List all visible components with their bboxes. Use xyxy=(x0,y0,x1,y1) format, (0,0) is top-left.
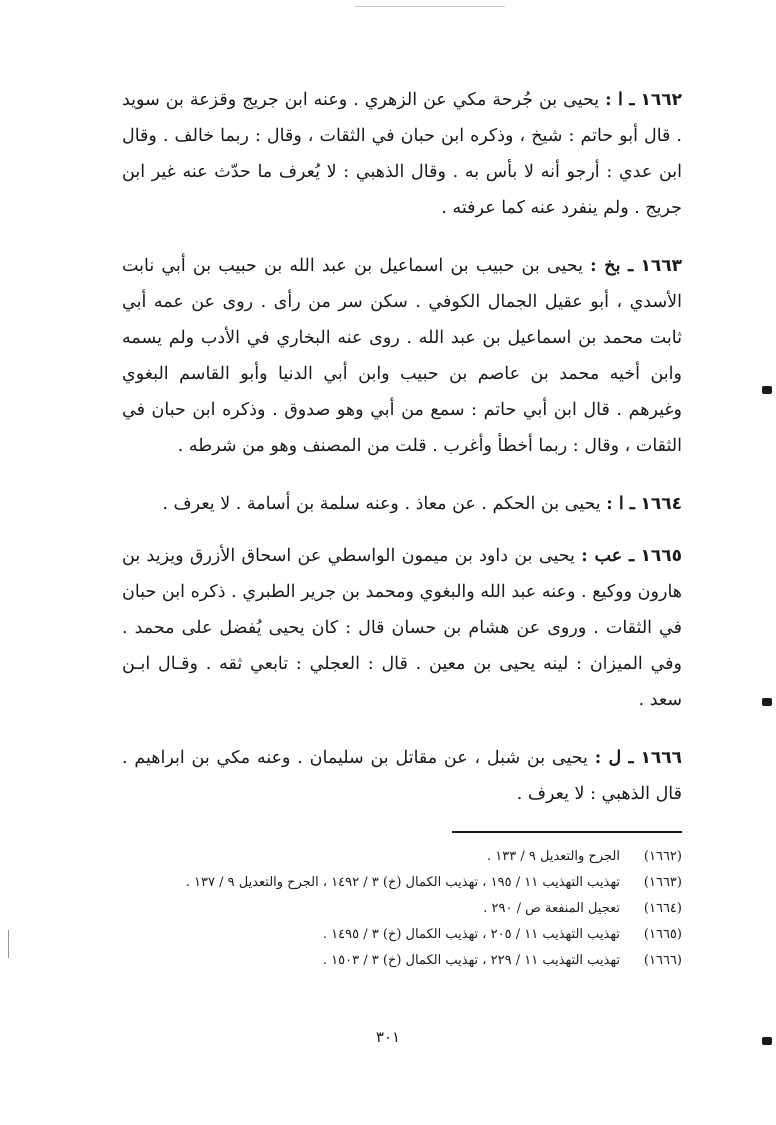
entry-1665 xyxy=(122,538,682,718)
footnote-item xyxy=(122,870,682,896)
entry-symbol: ـ بخ : xyxy=(590,256,634,276)
footnote-text: تعجيل المنفعة ص / ٢٩٠ . xyxy=(483,901,620,916)
footnote-separator xyxy=(452,831,682,833)
footnote-ref: (١٦٦٣) xyxy=(643,875,682,890)
entry-1662 xyxy=(122,82,682,226)
entry-text: يحيى بن الحكم . عن معاذ . وعنه سلمة بن أسامة . لا يعرف . xyxy=(162,494,601,514)
footnote-ref: (١٦٦٥) xyxy=(643,927,682,942)
entry-number: ١٦٦٤ xyxy=(640,494,682,514)
top-rule xyxy=(355,6,505,7)
entry-number: ١٦٦٢ xyxy=(640,90,682,110)
entry-text: يحيى بن داود بن ميمون الواسطي عن اسحاق الأزرق ويزيد بن هارون ووكيع . وعنه عبد الله والبغوي ومحمد بن جرير الطبري . ذكره ابن حبان في الثقات . وروى عن هشام بن حسان قال : كان يحيى يُفضل على محمد . وفي الميزان : لينه يحيى بن معين . قال : العجلي : تابعي ثقه . وقـال ابـن سعد . xyxy=(122,546,682,710)
footnote-item xyxy=(122,922,682,948)
footnote-item xyxy=(122,948,682,974)
footnote-text: الجرح والتعديل ٩ / ١٣٣ . xyxy=(487,849,620,864)
entry-symbol: ـ ا : xyxy=(606,494,635,514)
margin-marker xyxy=(762,698,772,706)
entry-number: ١٦٦٦ xyxy=(640,748,682,768)
margin-marker xyxy=(762,1037,772,1045)
entry-number: ١٦٦٣ xyxy=(640,256,682,276)
footnote-ref: (١٦٦٢) xyxy=(643,849,682,864)
entry-1666 xyxy=(122,740,682,812)
footnote-item xyxy=(122,896,682,922)
entry-symbol: ـ ا : xyxy=(605,90,635,110)
margin-marker xyxy=(762,386,772,394)
footnote-ref: (١٦٦٦) xyxy=(643,953,682,968)
page-number: ٣٠١ xyxy=(375,1028,401,1046)
entry-symbol: ـ ل : xyxy=(594,748,634,768)
entry-1664 xyxy=(122,486,682,522)
entry-text: يحيى بن جُرحة مكي عن الزهري . وعنه ابن جريج وقزعة بن سويد . قال أبو حاتم : شيخ ، وذكره ابن حبان في الثقات ، وقال : ربما خالف . وقال ابن عدي : أرجو أنه لا بأس به . وقال الذهبي : لا يُعرف ما حدّث عنه غير ابن جريج . ولم ينفرد عنه كما عرفته . xyxy=(122,90,682,218)
footnote-ref: (١٦٦٤) xyxy=(643,901,682,916)
footnote-item xyxy=(122,844,682,870)
footnote-text: تهذيب التهذيب ١١ / ٢٢٩ ، تهذيب الكمال (خ) ٣ / ١٥٠٣ . xyxy=(322,953,620,968)
margin-line xyxy=(8,930,9,958)
entry-number: ١٦٦٥ xyxy=(640,546,682,566)
footnotes xyxy=(122,844,682,974)
main-text xyxy=(122,82,682,834)
footnote-text: تهذيب التهذيب ١١ / ٢٠٥ ، تهذيب الكمال (خ) ٣ / ١٤٩٥ . xyxy=(322,927,620,942)
entry-text: يحيى بن شبل ، عن مقاتل بن سليمان . وعنه مكي بن ابراهيم . قال الذهبي : لا يعرف . xyxy=(122,748,682,804)
entry-symbol: ـ عب : xyxy=(581,546,635,566)
entry-text: يحيى بن حبيب بن اسماعيل بن عبد الله بن حبيب بن أبي نابت الأسدي ، أبو عقيل الجمال الكوفي . سكن سر من رأى . روى عن عمه أبي ثابت محمد بن اسماعيل بن عبد الله . روى عنه البخاري في الأدب ولم يسمه وابن أخيه محمد بن عاصم بن حبيب وابن أبي الدنيا وأبو القاسم البغوي وغيرهم . قال ابن أبي حاتم : سمع من أبي وهو صدوق . وذكره ابن حبان في الثقات ، وقال : ربما أخطأ وأغرب . قلت من المصنف وهو من شرطه . xyxy=(122,256,682,456)
entry-1663 xyxy=(122,248,682,464)
footnote-text: تهذيب التهذيب ١١ / ١٩٥ ، تهذيب الكمال (خ) ٣ / ١٤٩٢ ، الجرح والتعديل ٩ / ١٣٧ . xyxy=(185,875,620,890)
